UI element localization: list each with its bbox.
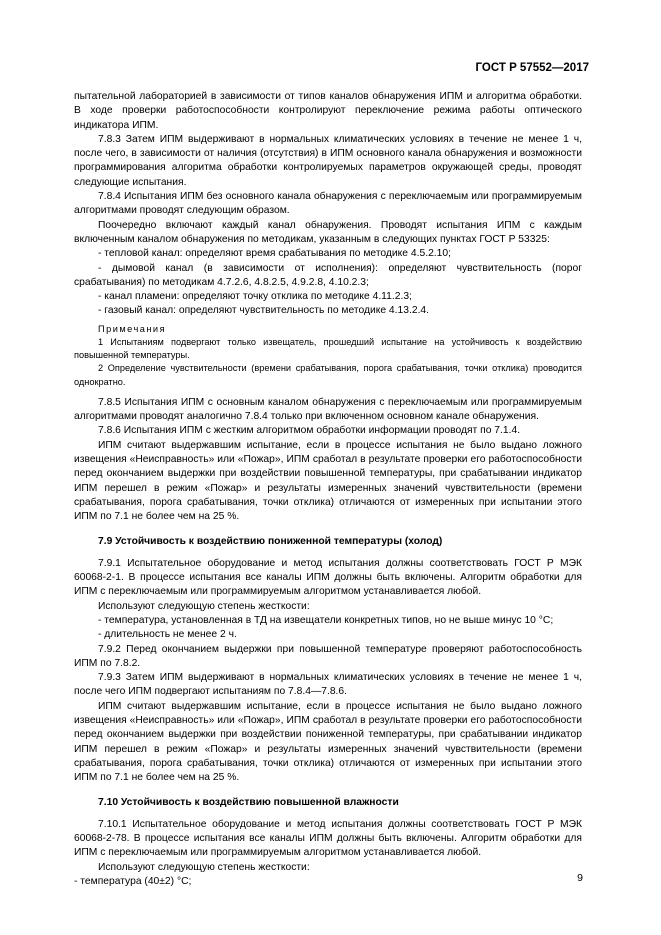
paragraph-7-10-1: 7.10.1 Испытательное оборудование и метод испытания должны соответствовать ГОСТ Р МЭК 60068-2-78. В процессе испытания все каналы ИПМ должны быть включены. Алгоритм обработки для ИПМ с переключаемым или программируемым алгоритмом устанавливается любой. — [74, 818, 582, 859]
paragraph-7-9-2: 7.9.2 Перед окончанием выдержки при повышенной температуре проверяют работоспособность ИПМ по 7.8.2. — [74, 643, 582, 669]
paragraph-7-9-3: 7.9.3 Затем ИПМ выдерживают в нормальных климатических условиях в течение не менее 1 ч, после чего ИПМ подвергают испытаниям по 7.8.4—7.8.6. — [74, 672, 582, 698]
page-number: 9 — [577, 872, 583, 884]
paragraph: Используют следующую степень жесткости: — [98, 600, 310, 612]
list-item: - температура (40±2) °С; — [74, 875, 192, 887]
section-heading-7-9: 7.9 Устойчивость к воздействию пониженной температуры (холод) — [98, 536, 443, 548]
list-item: - тепловой канал: определяют время срабатывания по методике 4.5.2.10; — [98, 248, 451, 260]
note-item: 1 Испытаниям подвергают только извещатель, прошедший испытание на устойчивость к воздействию повышенной температуры. — [74, 336, 582, 361]
list-item: - канал пламени: определяют точку отклика по методике 4.11.2.3; — [98, 291, 412, 303]
list-item: - дымовой канал (в зависимости от исполнения): определяют чувствительность (порог срабатывания) по методикам 4.7.2.6, 4.8.2.5, 4.9.2.8, 4.10.2.3; — [74, 262, 582, 288]
paragraph-7-8-5: 7.8.5 Испытания ИПМ с основным каналом обнаружения с переключаемым или программируемым алгоритмами проводят аналогично 7.8.4 только при включенном основном канале обнаружения. — [74, 396, 582, 423]
paragraph: Поочередно включают каждый канал обнаружения. Проводят испытания ИПМ с каждым включенным каналом обнаружения по методикам, указанным в следующих пунктах ГОСТ Р 53325: — [74, 219, 582, 245]
list-item: - температура, установленная в ТД на извещатели конкретных типов, но не выше минус 10 °С; — [98, 614, 554, 626]
paragraph: Используют следующую степень жесткости: — [98, 861, 310, 873]
paragraph-7-8-3: 7.8.3 Затем ИПМ выдерживают в нормальных климатических условиях в течение не менее 1 ч, после чего, в зависимости от наличия (отсутствия) в ИПМ основного канала обнаружения и возможности программирования алгоритма обработки контролируемых параметров окружающей среды, проводят следующие испытания. — [74, 133, 582, 188]
paragraph-7-8-4: 7.8.4 Испытания ИПМ без основного канала обнаружения с переключаемым или программируемым алгоритмами проводят следующим образом. — [74, 191, 582, 217]
note-item: 2 Определение чувствительности (времени срабатывания, порога срабатывания, точки отклика) проводится однократно. — [74, 363, 582, 387]
paragraph-7-9-1: 7.9.1 Испытательное оборудование и метод испытания должны соответствовать ГОСТ Р МЭК 60068-2-1. В процессе испытания все каналы ИПМ должны быть включены. Алгоритм обработки для ИПМ с переключаемым или программируемым алгоритмом устанавливается любой. — [74, 557, 582, 598]
list-item: - длительность не менее 2 ч. — [98, 629, 237, 641]
document-body — [74, 90, 582, 889]
section-heading-7-10: 7.10 Устойчивость к воздействию повышенной влажности — [98, 797, 399, 809]
standard-header: ГОСТ Р 57552—2017 — [475, 62, 589, 74]
notes-title: Примечания — [98, 323, 167, 334]
list-item: - газовый канал: определяют чувствительность по методике 4.13.2.4. — [98, 305, 430, 317]
paragraph-7-8-6: 7.8.6 Испытания ИПМ с жестким алгоритмом обработки информации проводят по 7.1.4. — [98, 425, 521, 437]
paragraph: ИПМ считают выдержавшим испытание, если в процессе испытания не было выдано ложного извещения «Неисправность» или «Пожар», ИПМ сработал в результате проверки его работоспособности перед окончанием выдержки при воздействии пониженной температуры, при срабатывании индикатор ИПМ перешел в режим «Пожар» и результаты измеренных значений чувствительности (времени срабатывания, порога срабатывания, точки отклика) отличаются от измеренных при испытании этого ИПМ по 7.1 не более чем на 25 %. — [74, 700, 582, 784]
paragraph: ИПМ считают выдержавшим испытание, если в процессе испытания не было выдано ложного извещения «Неисправность» или «Пожар», ИПМ сработал в результате проверки его работоспособности перед окончанием выдержки при воздействии повышенной температуры, при срабатывании индикатор ИПМ перешел в режим «Пожар» и результаты измеренных значений чувствительности (времени срабатывания, порога срабатывания, точки отклика) отличаются от измеренных при испытании этого ИПМ по 7.1 не более чем на 25 %. — [74, 439, 582, 523]
paragraph: пытательной лабораторией в зависимости от типов каналов обнаружения ИПМ и алгоритма обработки. В ходе проверки работоспособности контролируют переключение режима работы оптического индикатора ИПМ. — [74, 91, 582, 131]
